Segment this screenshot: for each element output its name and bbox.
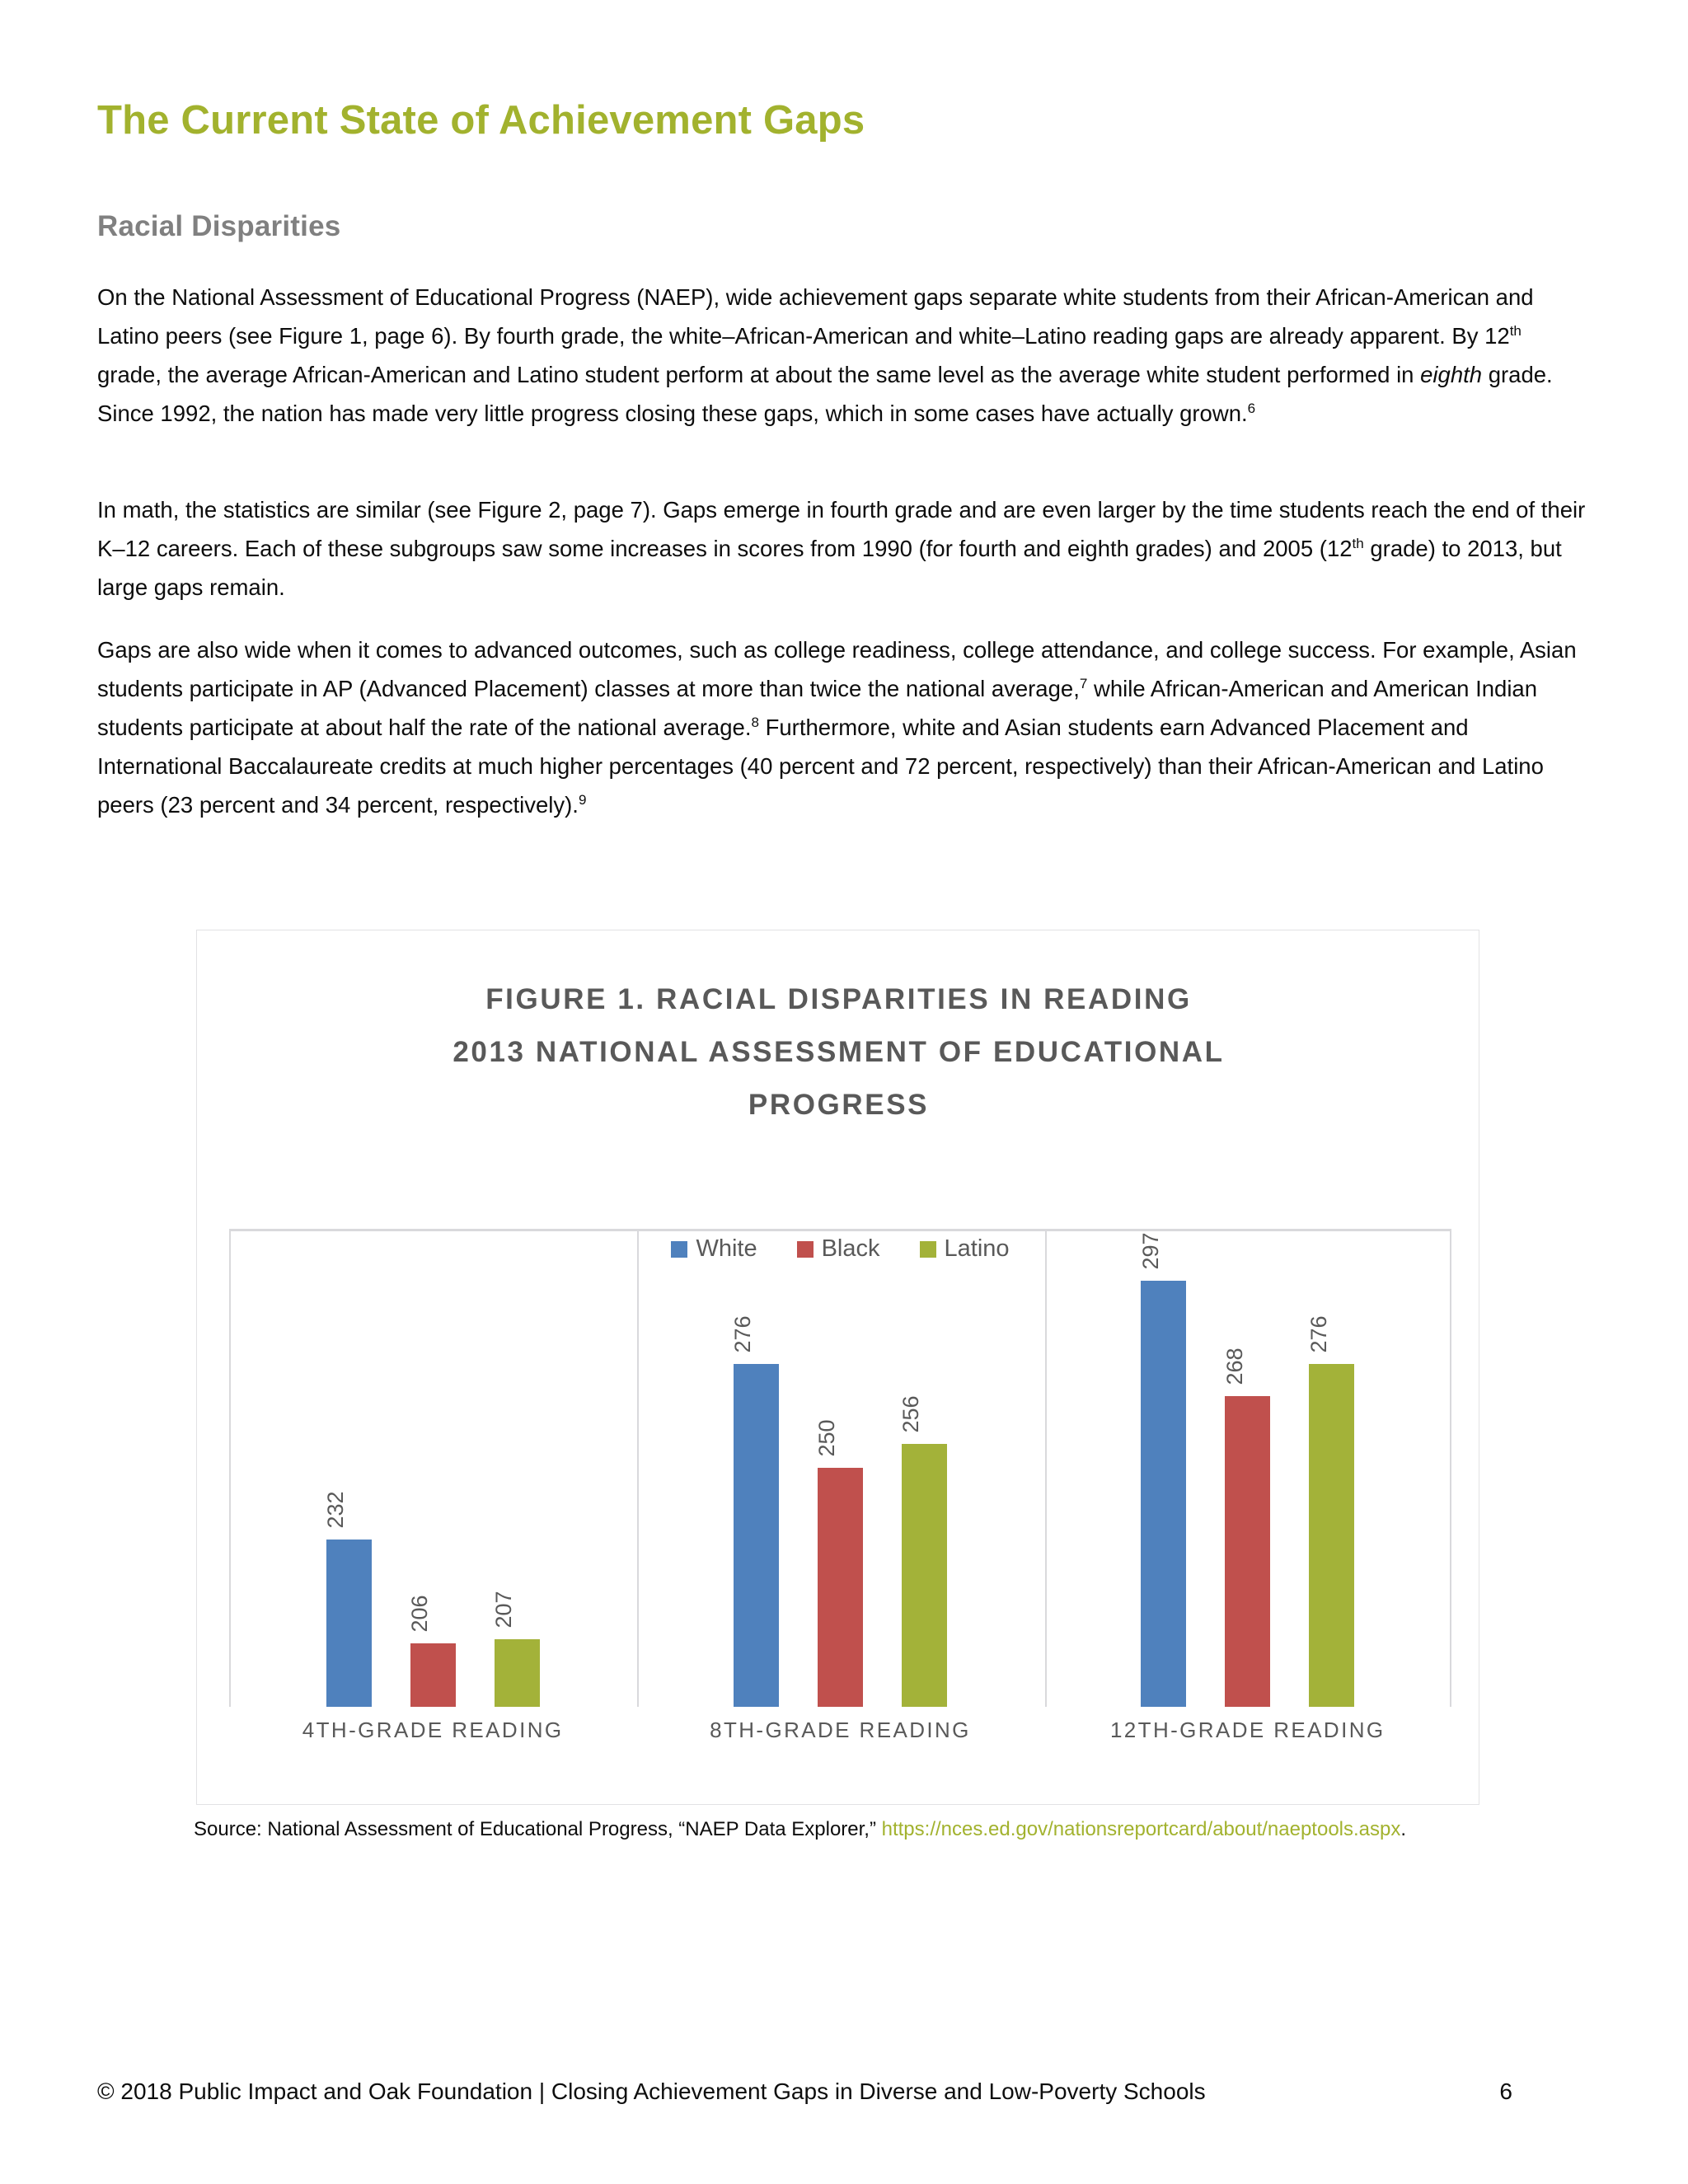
bar-black[interactable] [410, 1643, 456, 1707]
paragraph-1-part-b: grade, the average African-American and Latino student perform at about the same level as the average white student performed in [97, 362, 1421, 387]
bar-black[interactable] [818, 1468, 863, 1707]
bar-column [1221, 1229, 1270, 1707]
bar-value-label: 276 [730, 1315, 756, 1353]
bar-group-bars [1044, 1229, 1451, 1707]
footnote-marker-th-1: th [1509, 322, 1522, 339]
category-label: 12TH-GRADE READING [1109, 1718, 1386, 1742]
bar-latino[interactable] [902, 1444, 947, 1707]
footnote-marker-th-2: th [1352, 535, 1364, 551]
source-url-link[interactable]: https://nces.ed.gov/nationsreportcard/about/naeptools.aspx [881, 1818, 1401, 1840]
bar-column [1306, 1229, 1354, 1707]
bar-group [636, 1229, 1043, 1707]
chart-category-labels [229, 1718, 1451, 1743]
legend-label: White [696, 1235, 757, 1262]
figure-source-note [194, 1818, 1406, 1841]
figure-title-line-3: PROGRESS [748, 1089, 930, 1121]
paragraph-2-part-a: In math, the statistics are similar (see Figure 2, page 7). Gaps emerge in fourth grade and are even larger by the time students reach the end of their K–12 careers. Each of these subgroups saw some increases in scores from 1990 (for fourth and eighth grades) and 2005 (12 [97, 497, 1586, 561]
source-suffix: . [1400, 1818, 1407, 1840]
bar-group [1044, 1229, 1451, 1707]
paragraph-2 [97, 490, 1591, 607]
footer-copyright: © 2018 Public Impact and Oak Foundation | Closing Achievement Gaps in Diverse and Low-Poverty Schools [97, 2079, 1206, 2104]
legend-label: Latino [944, 1235, 1010, 1262]
chart-plot-area [229, 1229, 1451, 1707]
page-number: 6 [1499, 2079, 1512, 2104]
paragraph-2-part-b: grade) to 2013, but large gaps remain. [97, 536, 1562, 600]
paragraph-1-part-a: On the National Assessment of Educational Progress (NAEP), wide achievement gaps separate white students from their African-American and Latino peers (see Figure 1, page 6). By fourth grade, the white–African-American and white–Latino reading gaps are already apparent. By 12 [97, 284, 1534, 349]
bar-value-label: 206 [407, 1595, 433, 1633]
paragraph-1-part-c: grade. Since 1992, the nation has made very little progress closing these gaps, which in some cases have actually grown. [97, 362, 1553, 426]
bar-value-label: 276 [1306, 1315, 1331, 1353]
bar-column [814, 1229, 863, 1707]
figure-title-line-1: FIGURE 1. RACIAL DISPARITIES IN READING [485, 983, 1192, 1015]
section-heading: Racial Disparities [97, 210, 341, 242]
paragraph-1-italic-eighth: eighth [1420, 362, 1483, 387]
bar-latino[interactable] [1309, 1364, 1354, 1707]
bar-value-label: 232 [323, 1491, 349, 1529]
bar-latino[interactable] [495, 1639, 540, 1707]
bar-value-label: 250 [814, 1419, 840, 1457]
bar-column [730, 1229, 779, 1707]
bar-value-label: 297 [1137, 1232, 1163, 1270]
bar-value-label: 256 [898, 1395, 924, 1433]
footnote-marker-7: 7 [1079, 675, 1088, 691]
bar-group-bars [636, 1229, 1043, 1707]
paragraph-3-part-c: Furthermore, white and Asian students earn Advanced Placement and International Baccalaureate credits at much higher percentages (40 percent and 72 percent, respectively) than their African-American and Latino peers (23 percent and 34 percent, respectively). [97, 715, 1544, 818]
bar-column [1137, 1229, 1186, 1707]
bar-column [898, 1229, 947, 1707]
category-label: 8TH-GRADE READING [710, 1718, 971, 1742]
page-title: The Current State of Achievement Gaps [97, 98, 865, 143]
paragraph-3 [97, 630, 1591, 824]
bar-white[interactable] [326, 1540, 372, 1707]
bar-white[interactable] [734, 1364, 779, 1707]
bar-column [407, 1229, 456, 1707]
bar-column [323, 1229, 372, 1707]
bar-white[interactable] [1141, 1281, 1186, 1707]
figure-title-line-2: 2013 NATIONAL ASSESSMENT OF EDUCATIONAL [452, 1036, 1225, 1068]
bar-group-bars [229, 1229, 636, 1707]
page-footer [97, 2079, 1591, 2105]
bar-value-label: 207 [491, 1591, 517, 1629]
bar-value-label: 268 [1221, 1347, 1247, 1385]
chart-bar-groups [229, 1229, 1451, 1707]
bar-group [229, 1229, 636, 1707]
legend-label: Black [821, 1235, 880, 1262]
paragraph-3-part-b: while African-American and American Indian students participate at about half the rate of the national average. [97, 676, 1538, 740]
figure-1-card [196, 930, 1479, 1805]
footnote-marker-6: 6 [1247, 400, 1256, 416]
figure-title [246, 973, 1431, 1132]
footnote-marker-8: 8 [751, 714, 759, 730]
bar-column [491, 1229, 540, 1707]
source-prefix: Source: National Assessment of Educational Progress, “NAEP Data Explorer,” [194, 1818, 882, 1840]
paragraph-3-part-a: Gaps are also wide when it comes to advanced outcomes, such as college readiness, college attendance, and college success. For example, Asian students participate in AP (Advanced Placement) classes at more than twice the national average, [97, 637, 1577, 701]
category-label: 4TH-GRADE READING [302, 1718, 564, 1742]
footnote-marker-9: 9 [578, 791, 587, 808]
paragraph-1 [97, 278, 1591, 433]
bar-black[interactable] [1225, 1396, 1270, 1707]
